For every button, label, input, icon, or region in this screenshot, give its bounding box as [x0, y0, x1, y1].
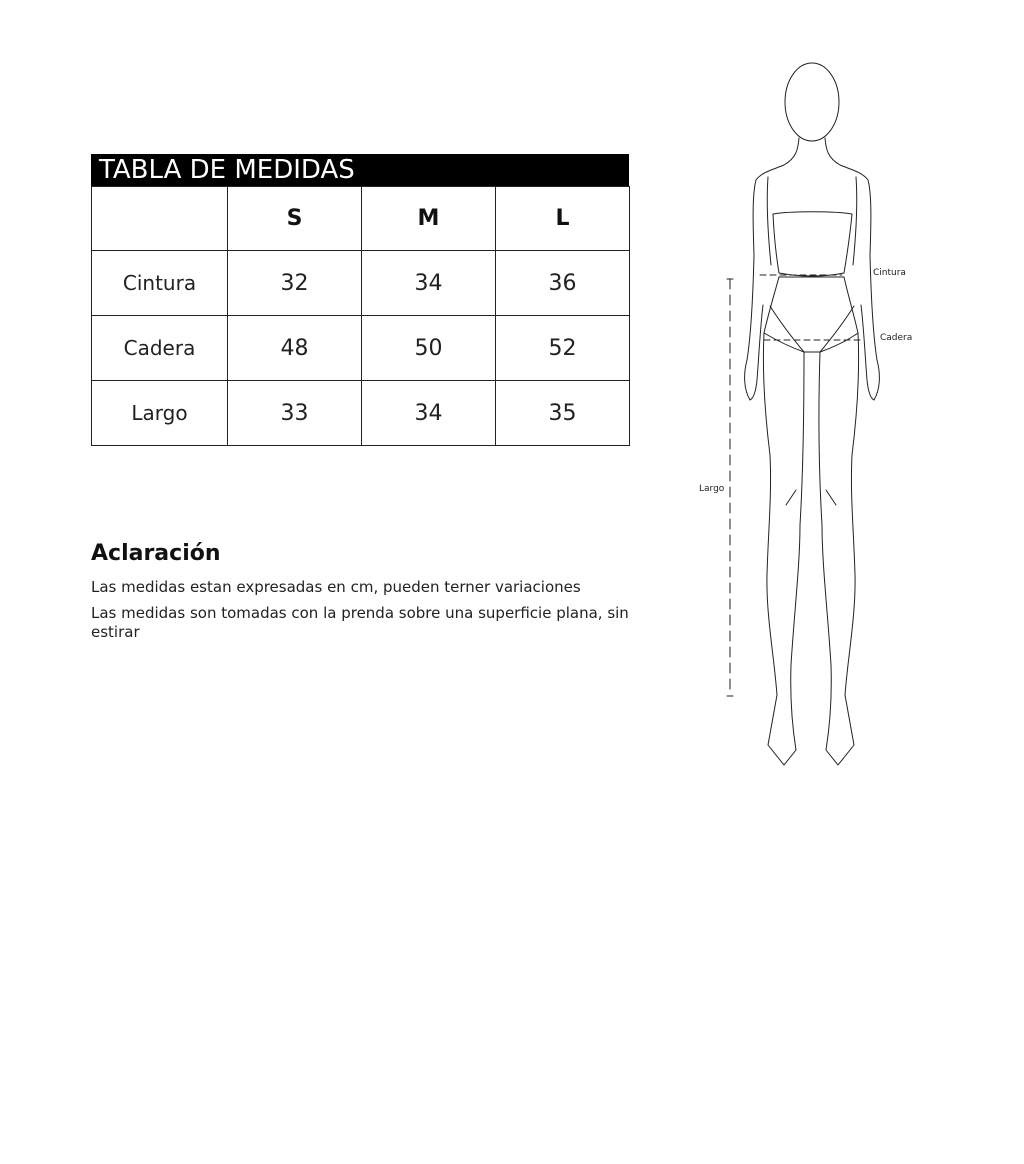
- header-cell-l: L: [496, 187, 630, 251]
- header-cell-m: M: [362, 187, 496, 251]
- waist-label: Cintura: [873, 268, 906, 278]
- size-table: [91, 154, 629, 446]
- clarification-title: Aclaración: [91, 541, 221, 566]
- table-row-cadera: [92, 316, 630, 381]
- cell-value: 50: [362, 316, 496, 381]
- size-table-title: TABLA DE MEDIDAS: [91, 154, 629, 186]
- cell-value: 33: [228, 381, 362, 446]
- cell-value: 52: [496, 316, 630, 381]
- cell-value: 32: [228, 251, 362, 316]
- table-row-cintura: [92, 251, 630, 316]
- figure-labels: [690, 55, 930, 775]
- clarification-section: [91, 541, 661, 649]
- cell-value: 34: [362, 251, 496, 316]
- clarification-line: Las medidas estan expresadas en cm, pueden terner variaciones: [91, 578, 581, 596]
- size-header-row: [92, 187, 630, 251]
- measurement-figure: [690, 55, 930, 775]
- length-label: Largo: [699, 484, 725, 494]
- cell-value: 48: [228, 316, 362, 381]
- cell-value: 35: [496, 381, 630, 446]
- hip-label: Cadera: [880, 333, 913, 343]
- row-label: Largo: [92, 381, 228, 446]
- table-row-largo: [92, 381, 630, 446]
- clarification-line: Las medidas son tomadas con la prenda sobre una superficie plana, sin estirar: [91, 604, 629, 641]
- cell-value: 34: [362, 381, 496, 446]
- row-label: Cadera: [92, 316, 228, 381]
- header-cell-empty: [92, 187, 228, 251]
- size-grid: [91, 186, 630, 446]
- header-cell-s: S: [228, 187, 362, 251]
- row-label: Cintura: [92, 251, 228, 316]
- cell-value: 36: [496, 251, 630, 316]
